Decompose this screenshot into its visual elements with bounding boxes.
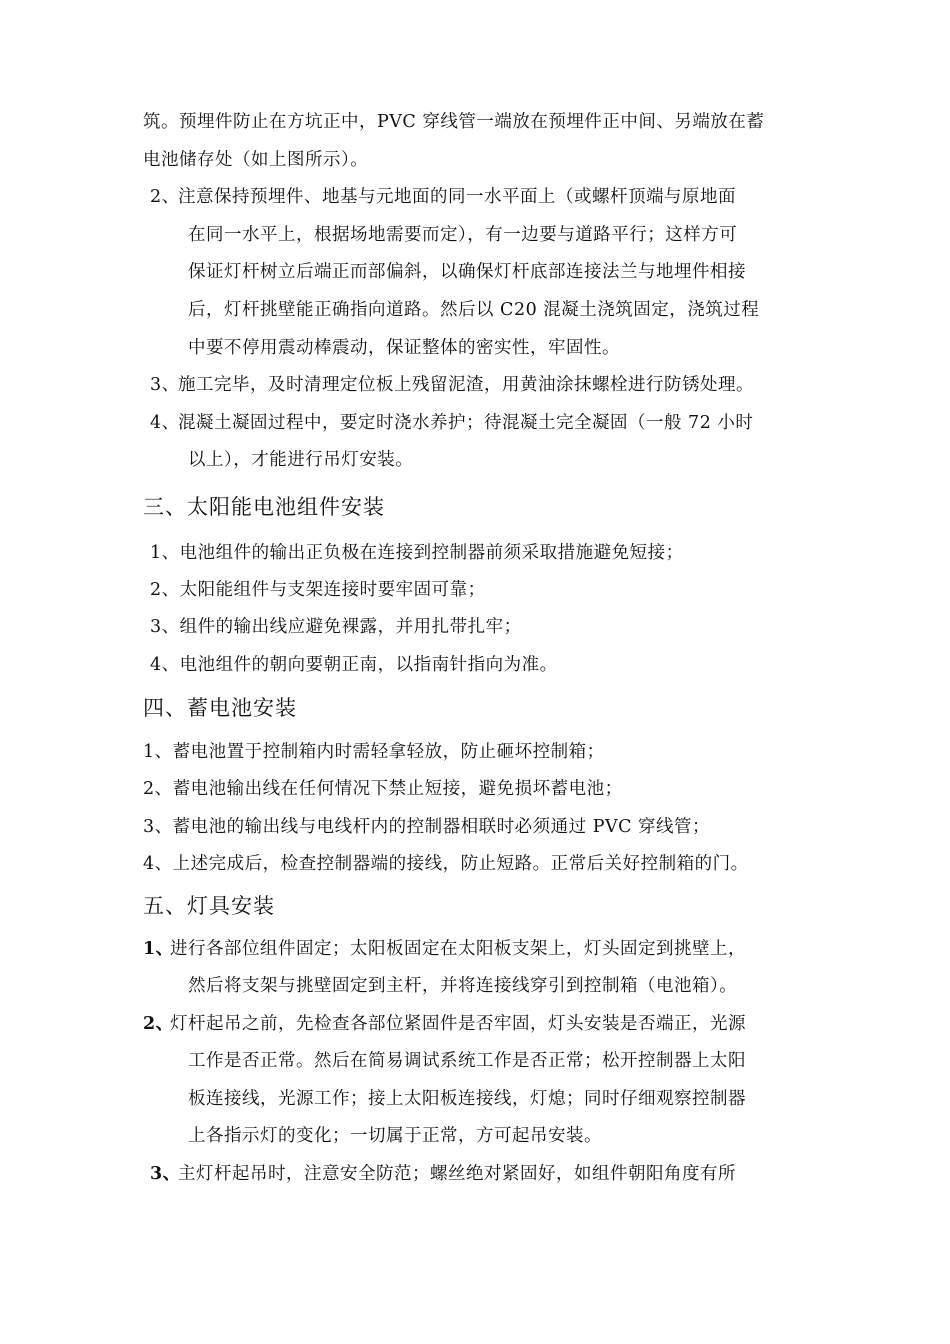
item-text: 混凝土凝固过程中，要定时浇水养护；待混凝土完全凝固（一般 72 小时 (178, 413, 754, 433)
item-text: 以上），才能进行吊灯安装。 (188, 450, 414, 470)
list-item: 4、上述完成后，检查控制器端的接线，防止短路。正常后关好控制箱的门。 (143, 854, 749, 874)
item-number: 1、 (143, 939, 174, 959)
list-item: 1、蓄电池置于控制箱内时需轻拿轻放，防止砸坏控制箱； (143, 742, 605, 762)
item-number: 2、 (150, 187, 180, 207)
list-item: 2、太阳能组件与支架连接时要牢固可靠； (150, 580, 486, 600)
item-text: 后，灯杆挑壁能正确指向道路。然后以 C20 混凝土浇筑固定，浇筑过程 (188, 300, 760, 320)
list-item: 3、蓄电池的输出线与电线杆内的控制器相联时必须通过 PVC 穿线管； (143, 817, 711, 837)
item-text: 保证灯杆树立后端正而部偏斜，以确保灯杆底部连接法兰与地埋件相接 (188, 262, 746, 282)
item-number: 3、 (150, 1164, 181, 1184)
item-text: 主灯杆起吊时，注意安全防范；螺丝绝对紧固好，如组件朝阳角度有所 (178, 1164, 736, 1184)
item-number: 2、 (143, 1014, 174, 1034)
list-item: 1、电池组件的输出正负极在连接到控制器前须采取措施避免短接； (150, 543, 684, 563)
item-text: 然后将支架与挑壁固定到主杆，并将连接线穿引到控制箱（电池箱）。 (188, 976, 738, 996)
item-text: 板连接线，光源工作；接上太阳板连接线，灯熄；同时仔细观察控制器 (188, 1089, 746, 1109)
item-text: 灯杆起吊之前，先检查各部位紧固件是否牢固，灯头安装是否端正，光源 (170, 1014, 746, 1034)
item-text: 在同一水平上，根据场地需要而定），有一边要与道路平行；这样方可 (188, 225, 738, 245)
item-text: 中要不停用震动棒震动，保证整体的密实性，牢固性。 (188, 338, 620, 358)
item-number: 4、 (150, 413, 180, 433)
list-item: 4、电池组件的朝向要朝正南，以指南针指向为准。 (150, 655, 558, 675)
intro-line-1: 筑。预埋件防止在方坑正中，PVC 穿线管一端放在预埋件正中间、另端放在蓄 (143, 112, 765, 132)
section-heading: 四、蓄电池安装 (143, 696, 297, 720)
item-number: 3、 (150, 375, 180, 395)
item-text: 上各指示灯的变化；一切属于正常，方可起吊安装。 (188, 1126, 602, 1146)
item-text: 进行各部位组件固定；太阳板固定在太阳板支架上，灯头固定到挑壁上， (170, 939, 746, 959)
item-text: 工作是否正常。然后在简易调试系统工作是否正常；松开控制器上太阳 (188, 1051, 746, 1071)
list-item: 3、组件的输出线应避免裸露，并用扎带扎牢； (150, 617, 522, 637)
item-text: 注意保持预埋件、地基与元地面的同一水平面上（或螺杆顶端与原地面 (178, 187, 736, 207)
section-heading: 三、太阳能电池组件安装 (143, 495, 385, 519)
intro-line-2: 电池储存处（如上图所示）。 (143, 150, 369, 170)
item-text: 施工完毕，及时清理定位板上残留泥渣，用黄油涂抹螺栓进行防锈处理。 (178, 375, 754, 395)
list-item: 2、蓄电池输出线在任何情况下禁止短接，避免损坏蓄电池； (143, 779, 623, 799)
section-heading: 五、灯具安装 (143, 894, 275, 918)
